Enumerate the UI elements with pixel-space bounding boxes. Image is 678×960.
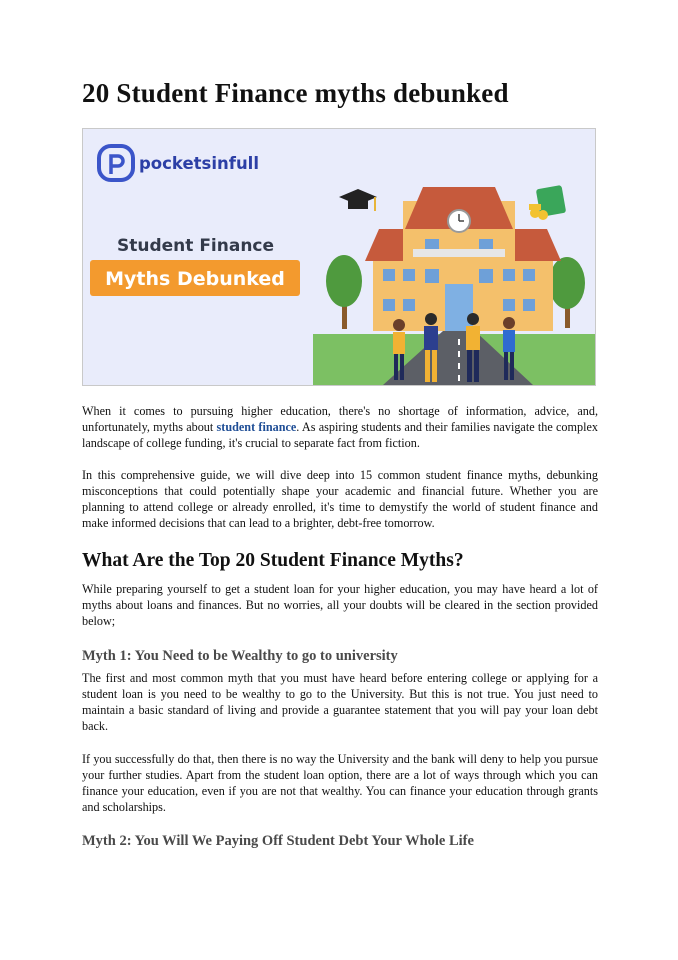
page-title: 20 Student Finance myths debunked bbox=[82, 78, 509, 108]
section-heading: What Are the Top 20 Student Finance Myths? bbox=[82, 550, 464, 571]
logo-text: pocketsinfull bbox=[139, 154, 259, 173]
hero-badge-text: Myths Debunked bbox=[105, 268, 285, 290]
hero-heading: Student Finance bbox=[117, 236, 275, 256]
myth-1-paragraph-2: If you successfully do that, then there is no way the University and the bank will deny to help you pursue your further studies. Apart from the student loan option, there are a lot of ways through which you can finance your education, even if you are not that wealthy. You can finance your education through grants and scholarships. bbox=[82, 752, 598, 814]
student-finance-link[interactable]: student finance bbox=[216, 420, 297, 434]
section-paragraph: While preparing yourself to get a student loan for your higher education, you may have heard a lot of myths about loans and finances. But no worries, all your doubts will be cleared in the section provided below; bbox=[82, 582, 598, 628]
myth-1-paragraph-1: The first and most common myth that you must have heard before entering college or applying for a student loan is you need to be wealthy to go to the University. But this is not true. You just need to maintain a basic standard of living and provide a guarantee statement that you will pay your loan debt back. bbox=[82, 671, 598, 733]
intro-paragraph-1 bbox=[82, 403, 598, 451]
myth-1-heading: Myth 1: You Need to be Wealthy to go to university bbox=[82, 648, 398, 664]
intro-paragraph-2: In this comprehensive guide, we will dive deep into 15 common student finance myths, debunking misconceptions that could potentially shape your academic and financial future. Whether you are planning to attend college or already enrolled, it's time to demystify the world of student finance and make informed decisions that can lead to a brighter, debt-free tomorrow. bbox=[82, 468, 598, 530]
intro-text: When it comes to pursuing higher education, there's no shortage of information, advice, and, unfortunately, myths about bbox=[82, 404, 598, 434]
myth-2-heading: Myth 2: You Will We Paying Off Student Debt Your Whole Life bbox=[82, 833, 474, 849]
hero-image bbox=[82, 128, 596, 386]
intro-text-after-link: . As aspiring students and their families navigate the complex landscape of college funding, it's crucial to separate fact from fiction. bbox=[82, 420, 598, 450]
